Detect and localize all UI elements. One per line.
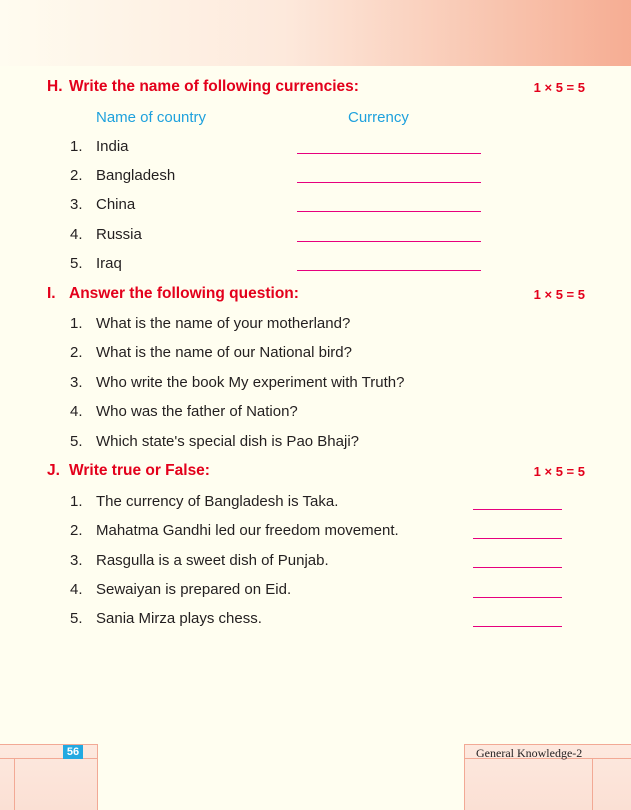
answer-blank[interactable] (297, 270, 481, 271)
list-item (70, 315, 350, 337)
item-number: 3. (70, 552, 83, 569)
section-letter: H. (47, 78, 63, 95)
column-name-of-country: Name of country (96, 109, 207, 126)
item-text: Who was the father of Nation? (96, 403, 298, 420)
footer-divider (592, 758, 593, 810)
page-number: 56 (63, 745, 83, 759)
answer-blank[interactable] (473, 597, 562, 598)
item-text: Russia (96, 226, 142, 243)
answer-blank[interactable] (473, 626, 562, 627)
list-item (70, 196, 135, 218)
item-number: 1. (70, 493, 83, 510)
item-number: 2. (70, 522, 83, 539)
item-text: Iraq (96, 255, 122, 272)
answer-blank[interactable] (473, 538, 562, 539)
list-item (70, 374, 404, 396)
list-item (70, 403, 298, 425)
item-text: Who write the book My experiment with Truth? (96, 374, 405, 391)
item-text: Bangladesh (96, 167, 176, 184)
item-number: 5. (70, 610, 83, 627)
item-text: Which state's special dish is Pao Bhaji? (96, 433, 359, 450)
list-item (70, 167, 175, 189)
answer-blank[interactable] (473, 509, 562, 510)
answer-blank[interactable] (473, 567, 562, 568)
list-item (70, 138, 129, 160)
item-text: Rasgulla is a sweet dish of Punjab. (96, 552, 329, 569)
item-number: 4. (70, 226, 83, 243)
item-number: 2. (70, 167, 83, 184)
footer-divider (14, 758, 15, 810)
answer-blank[interactable] (297, 241, 481, 242)
item-number: 5. (70, 433, 83, 450)
item-number: 1. (70, 315, 83, 332)
section-j-marks: 1 × 5 = 5 (533, 464, 585, 479)
list-item (70, 610, 262, 632)
answer-blank[interactable] (297, 182, 481, 183)
list-item (70, 493, 338, 515)
list-item (70, 344, 352, 366)
item-text: Sewaiyan is prepared on Eid. (96, 581, 292, 598)
item-number: 5. (70, 255, 83, 272)
footer-panel (97, 744, 465, 810)
item-number: 3. (70, 374, 83, 391)
column-currency: Currency (348, 109, 409, 126)
item-number: 4. (70, 581, 83, 598)
item-text: Sania Mirza plays chess. (96, 610, 262, 627)
header-band (0, 0, 631, 66)
section-h-marks: 1 × 5 = 5 (533, 80, 585, 95)
list-item (70, 522, 399, 544)
item-text: What is the name of your motherland? (96, 315, 351, 332)
answer-blank[interactable] (297, 211, 481, 212)
section-i-marks: 1 × 5 = 5 (533, 287, 585, 302)
item-number: 2. (70, 344, 83, 361)
section-title: Write true or False: (69, 462, 210, 479)
item-text: India (96, 138, 129, 155)
section-title: Write the name of following currencies: (69, 78, 359, 95)
list-item (70, 255, 122, 277)
answer-blank[interactable] (297, 153, 481, 154)
section-title: Answer the following question: (69, 285, 299, 302)
item-number: 4. (70, 403, 83, 420)
item-number: 1. (70, 138, 83, 155)
book-title: General Knowledge-2 (476, 746, 583, 760)
list-item (70, 552, 329, 574)
list-item (70, 581, 291, 603)
section-letter: J. (47, 462, 60, 479)
list-item (70, 433, 359, 455)
list-item (70, 226, 142, 248)
section-letter: I. (47, 285, 56, 302)
item-text: The currency of Bangladesh is Taka. (96, 493, 339, 510)
item-text: China (96, 196, 136, 213)
item-number: 3. (70, 196, 83, 213)
item-text: Mahatma Gandhi led our freedom movement. (96, 522, 399, 539)
item-text: What is the name of our National bird? (96, 344, 352, 361)
